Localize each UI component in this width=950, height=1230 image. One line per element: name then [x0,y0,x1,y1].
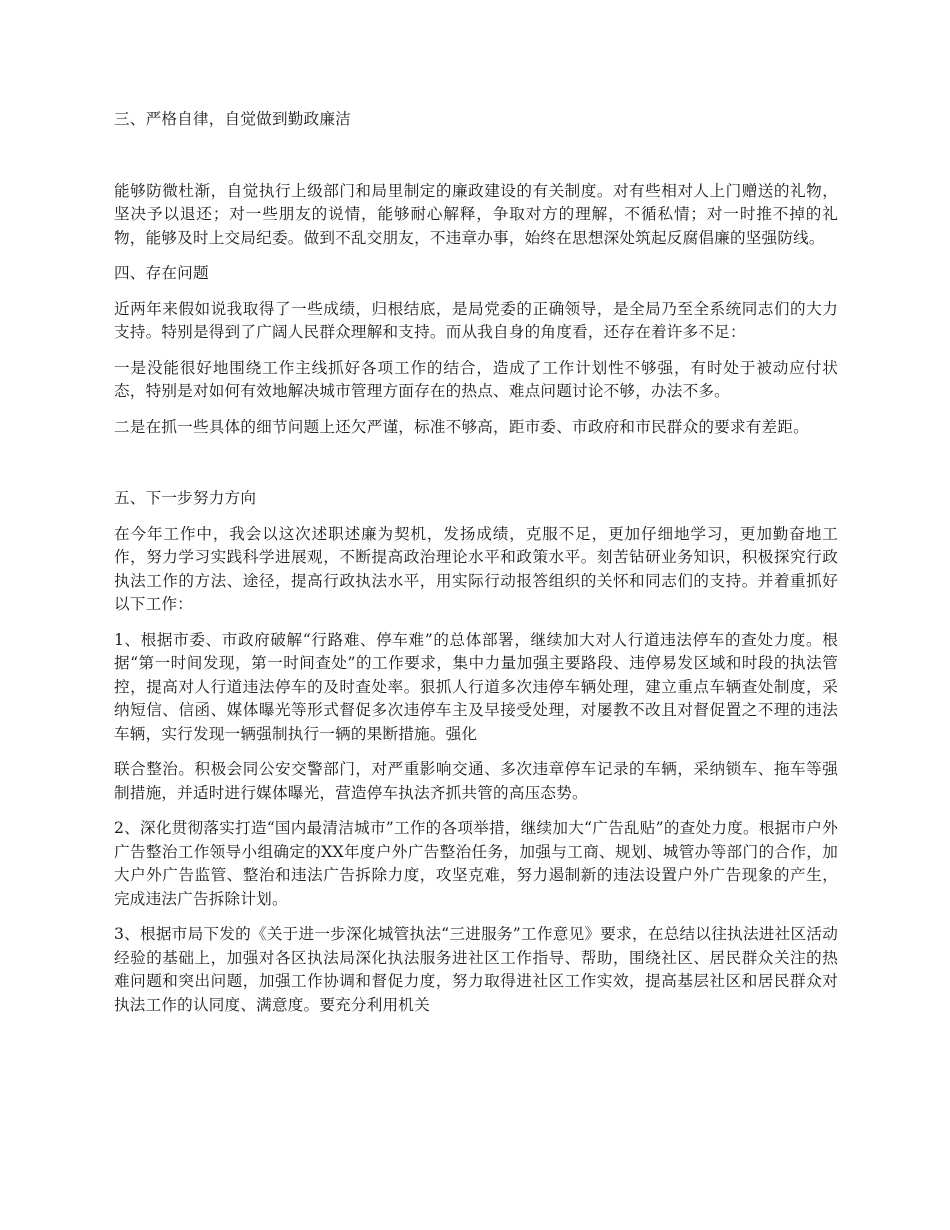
paragraph: 近两年来假如说我取得了一些成绩，归根结底，是局党委的正确领导，是全局乃至全系统同志们的大力支持。特别是得到了广阔人民群众理解和支持。而从我自身的角度看，还存在着许多不足： [114,299,838,341]
section-heading-4: 四、存在问题 [114,264,209,282]
section-heading-3: 三、严格自律，自觉做到勤政廉洁 [114,110,351,128]
spacer [114,511,838,523]
paragraph: 2、深化贯彻落实打造“国内最清洁城市”工作的各项举措，继续加大“广告乱贴”的查处力度。根据市户外广告整治工作领导小组确定的XX年度户外广告整治任务，加强与工商、规划、城管办等部门的合作，加大户外广告监管、整治和违法广告拆除力度，攻坚克难，努力遏制新的违法设置户外广告现象的产生，完成违法广告拆除计划。 [114,819,838,908]
document-body [114,108,838,1017]
spacer [114,345,838,357]
spacer [114,286,838,298]
paragraph: 一是没能很好地围绕工作主线抓好各项工作的结合，造成了工作计划性不够强，有时处于被动应付状态，特别是对如何有效地解决城市管理方面存在的热点、难点问题讨论不够，办法不多。 [114,358,838,400]
spacer [114,746,838,758]
paragraph: 能够防微杜渐，自觉执行上级部门和局里制定的廉政建设的有关制度。对有些相对人上门赠送的礼物，坚决予以退还；对一些朋友的说情，能够耐心解释，争取对方的理解，不循私情；对一时推不掉的礼物，能够及时上交局纪委。做到不乱交朋友，不违章办事，始终在思想深处筑起反腐倡廉的坚强防线。 [114,181,838,247]
spacer [114,132,838,180]
paragraph: 二是在抓一些具体的细节问题上还欠严谨，标准不够高，距市委、市政府和市民群众的要求有差距。 [114,417,809,436]
paragraph: 在今年工作中，我会以这次述职述廉为契机，发扬成绩，克服不足，更加仔细地学习，更加勤奋地工作，努力学习实践科学进展观，不断提高政治理论水平和政策水平。刻苦钻研业务知识，积极探究行政执法工作的方法、途径，提高行政执法水平，用实际行动报答组织的关怀和同志们的支持。并着重抓好以下工作： [114,524,838,613]
paragraph: 1、根据市委、市政府破解“行路难、停车难”的总体部署，继续加大对人行道违法停车的查处力度。根据“第一时间发现，第一时间查处”的工作要求，集中力量加强主要路段、违停易发区域和时段的执法管控，提高对人行道违法停车的及时查处率。狠抓人行道多次违停车辆处理，建立重点车辆查处制度，采纳短信、信函、媒体曝光等形式督促多次违停车主及早接受处理，对屡教不改且对督促置之不理的违法车辆，实行发现一辆强制执行一辆的果断措施。强化 [114,630,838,743]
paragraph: 联合整治。积极会同公安交警部门，对严重影响交通、多次违章停车记录的车辆，采纳锁车、拖车等强制措施，并适时进行媒体曝光，营造停车执法齐抓共管的高压态势。 [114,760,838,802]
spacer [114,805,838,817]
spacer [114,617,838,629]
spacer [114,439,838,487]
spacer [114,250,838,262]
section-heading-5: 五、下一步努力方向 [114,489,257,507]
paragraph: 3、根据市局下发的《关于进一步深化城管执法“三进服务”工作意见》要求，在总结以往执法进社区活动经验的基础上，加强对各区执法局深化执法服务进社区工作指导、帮助，围绕社区、居民群众关注的热难问题和突出问题，加强工作协调和督促力度，努力取得进社区工作实效，提高基层社区和居民群众对执法工作的认同度、满意度。要充分利用机关 [114,925,838,1014]
spacer [114,911,838,923]
spacer [114,404,838,416]
